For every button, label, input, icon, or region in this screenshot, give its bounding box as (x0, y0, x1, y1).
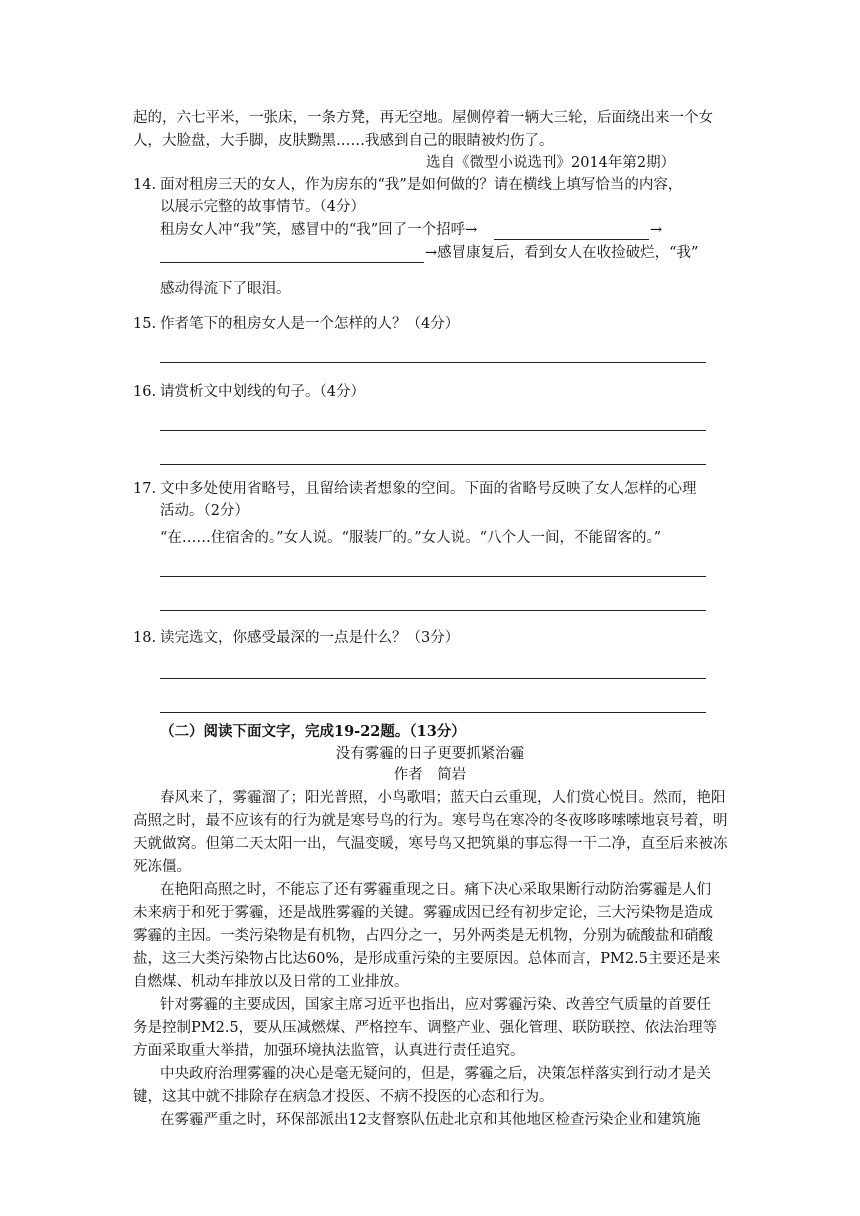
article-line: 高照之时，最不应该有的行为就是寒号鸟的行为。寒号鸟在寒冷的冬夜哆哆嗦嗦地哀号着，明 (133, 813, 728, 829)
q17-line-1: 文中多处使用省略号，且留给读者想象的空间。下面的省略号反映了女人怎样的心理 (160, 481, 697, 497)
q16-answer-line-2[interactable] (160, 464, 706, 465)
q17-answer-line-2[interactable] (160, 610, 706, 611)
article-title: 没有雾霾的日子更要抓紧治霾 (335, 746, 525, 762)
q18-answer-line-1[interactable] (160, 678, 706, 679)
q14-blank-1[interactable] (494, 239, 649, 240)
q18-answer-line-2[interactable] (160, 712, 706, 713)
q17-quote: “在……住宿舍的。”女人说。“服装厂的。”女人说。“八个人一间，不能留客的。” (160, 530, 662, 546)
article-line: 天就做窝。但第二天太阳一出，气温变暖，寒号鸟又把筑巢的事忘得一干二净，直至后来被冻 (133, 836, 728, 852)
article-line: 盐，这三大类污染物占比达60%，是形成重污染的主要原因。总体而言，PM2.5主要还是来 (133, 951, 721, 967)
article-line: 雾霾的主因。一类污染物是有机物，占四分之一，另外两类是无机物，分别为硫酸盐和硝酸 (133, 928, 713, 944)
q14-prompt-start: 租房女人冲“我”笑，感冒中的“我”回了一个招呼→ (160, 222, 478, 238)
article-line: 春风来了，雾霾溜了；阳光普照，小鸟歌唱；蓝天白云重现，人们赏心悦目。然而，艳阳 (160, 790, 726, 806)
q18-number: 18. (133, 630, 157, 646)
section2-heading: （二）阅读下面文字，完成19-22题。（13分） (160, 723, 466, 740)
article-line: 未来病于和死于雾霾，还是战胜雾霾的关键。雾霾成因已经有初步定论，三大污染物是造成 (133, 905, 713, 921)
q15-answer-line[interactable] (160, 362, 706, 363)
story-line-2: 人，大脸盘，大手脚，皮肤黝黑……我感到自己的眼睛被灼伤了。 (133, 133, 554, 149)
article-line: 在艳阳高照之时，不能忘了还有雾霾重现之日。痛下决心采取果断行动防治雾霾是人们 (160, 882, 711, 898)
article-line: 中央政府治理雾霾的决心是毫无疑问的，但是，雾霾之后，决策怎样落实到行动才是关 (160, 1066, 711, 1082)
article-author: 作者 简岩 (393, 767, 467, 783)
q14-prompt-end: 感动得流下了眼泪。 (160, 281, 291, 297)
q14-line-2: 以展示完整的故事情节。（4分） (160, 199, 365, 215)
article-line: 在雾霾严重之时，环保部派出12支督察队伍赴北京和其他地区检查污染企业和建筑施 (160, 1112, 701, 1128)
article-line: 针对雾霾的主要成因，国家主席习近平也指出，应对雾霾污染、改善空气质量的首要任 (160, 997, 711, 1013)
q16-number: 16. (133, 384, 157, 400)
q17-line-2: 活动。（2分） (160, 503, 249, 519)
q17-answer-line-1[interactable] (160, 576, 706, 577)
q18-text: 读完选文，你感受最深的一点是什么？（3分） (160, 630, 460, 646)
article-line: 死冻僵。 (133, 859, 191, 875)
article-line: 方面采取重大举措，加强环境执法监管，认真进行责任追究。 (133, 1043, 525, 1059)
q16-answer-line-1[interactable] (160, 430, 706, 431)
q15-number: 15. (133, 316, 157, 332)
q15-text: 作者笔下的租房女人是一个怎样的人？（4分） (160, 316, 460, 332)
q17-number: 17. (133, 481, 157, 497)
story-source: 选自《微型小说选刊》2014年第2期） (426, 155, 676, 171)
article-line: 自燃煤、机动车排放以及日常的工业排放。 (133, 974, 409, 990)
q14-blank-2[interactable] (160, 262, 424, 263)
q14-number: 14. (133, 177, 157, 193)
story-line-1: 起的，六七平米，一张床，一条方凳，再无空地。屋侧停着一辆大三轮，后面绕出来一个女 (133, 110, 713, 126)
q14-prompt-mid: →感冒康复后，看到女人在收捡破烂，“我” (425, 245, 699, 261)
article-line: 键，这其中就不排除存在病急才投医、不病不投医的心态和行为。 (133, 1089, 554, 1105)
article-line: 务是控制PM2.5，要从压减燃煤、严格控车、调整产业、强化管理、联防联控、依法治理等 (133, 1020, 718, 1036)
q14-line-1: 面对租房三天的女人，作为房东的“我”是如何做的？请在横线上填写恰当的内容， (160, 177, 683, 193)
q14-arrow: → (650, 222, 663, 238)
q16-text: 请赏析文中划线的句子。（4分） (160, 384, 365, 400)
